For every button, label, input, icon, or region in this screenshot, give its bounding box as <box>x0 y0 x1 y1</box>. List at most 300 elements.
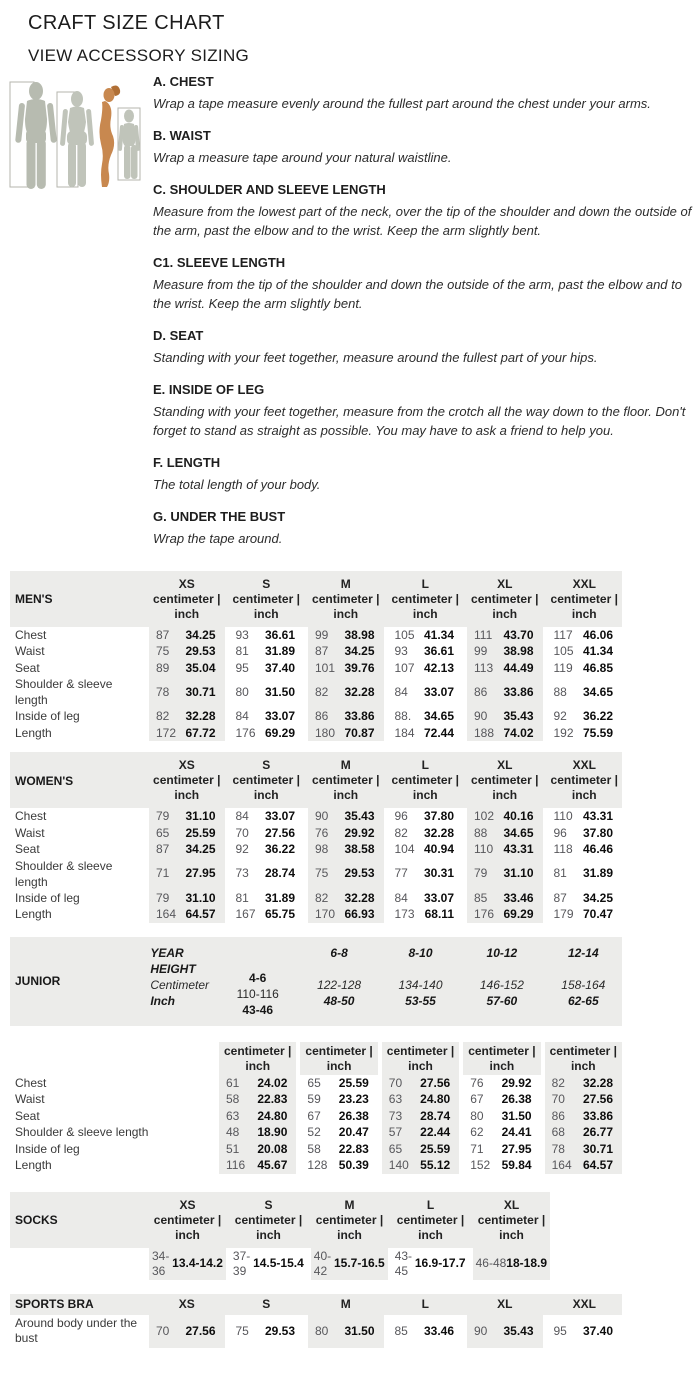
cm-value: 37-39 <box>232 1248 251 1278</box>
mens-table-body <box>10 627 622 742</box>
table-row <box>10 890 622 907</box>
unit-header-cell <box>545 1042 622 1075</box>
size-label: M <box>340 1296 351 1311</box>
inch-value: 29.92 <box>344 825 375 840</box>
height-inch-value: 48-50 <box>323 993 355 1008</box>
size-label: M <box>340 576 351 591</box>
size-label: L <box>421 576 429 591</box>
view-accessory-sizing-link[interactable]: VIEW ACCESSORY SIZING <box>28 46 250 65</box>
table-row <box>10 1248 550 1280</box>
size-column-header <box>388 758 464 803</box>
measurement-cell <box>149 808 225 825</box>
inch-value: 31.89 <box>264 890 295 905</box>
row-label: Shoulder & sleeve length <box>15 677 113 708</box>
junior-header-label-cell <box>10 945 215 1018</box>
size-label: XS <box>178 1296 195 1311</box>
size-label: S <box>264 1197 273 1212</box>
inch-label: inch <box>571 606 597 621</box>
inch-label: inch <box>174 606 200 621</box>
inch-value: 45.67 <box>257 1158 288 1173</box>
measurement-cell <box>388 825 464 842</box>
inch-value: 65.75 <box>264 907 295 922</box>
cm-value: 58 <box>307 1141 321 1156</box>
cm-value: 82 <box>315 890 329 905</box>
cm-value: 57 <box>388 1125 403 1140</box>
inch-label: inch <box>245 1058 271 1073</box>
size-label: XL <box>497 576 513 591</box>
row-label: Seat <box>15 660 40 675</box>
cm-value: 63 <box>388 1092 403 1107</box>
measurement-cell <box>547 660 623 677</box>
centimeter-label: centimeter | <box>232 591 300 606</box>
measurement-description: The total length of your body. <box>153 476 321 492</box>
inch-value: 46.06 <box>582 627 613 642</box>
cm-value: 105 <box>394 627 415 642</box>
measurement-cell <box>388 808 464 825</box>
inch-value: 34.25 <box>185 627 216 642</box>
measurement-cell <box>467 825 543 842</box>
measurement-cell <box>545 1091 622 1108</box>
measurement-cell <box>547 676 623 708</box>
centimeter-label: centimeter | <box>471 773 539 788</box>
years-label: 8-10 <box>408 945 433 960</box>
sports-bra-table-body <box>10 1315 622 1348</box>
measurement-heading: C1. SLEEVE LENGTH <box>153 254 286 270</box>
inch-value: 22.44 <box>420 1125 451 1140</box>
cm-value: 180 <box>315 725 336 740</box>
size-column-header <box>311 1198 388 1243</box>
measurement-cell <box>473 1248 550 1280</box>
cm-value: 88. <box>394 709 412 724</box>
height-cm-value: 146-152 <box>479 977 524 992</box>
cm-value: 101 <box>315 660 336 675</box>
inch-value: 39.76 <box>344 660 375 675</box>
inch-value: 31.89 <box>264 644 295 659</box>
cm-value: 81 <box>553 866 567 881</box>
measurement-item <box>153 382 692 441</box>
unit-header-cell <box>382 1042 459 1075</box>
inch-value: 29.92 <box>501 1075 532 1090</box>
cm-value: 170 <box>315 907 336 922</box>
inch-label: inch <box>571 788 597 803</box>
cm-value: 43-45 <box>394 1248 413 1278</box>
measurement-cell <box>219 1124 296 1141</box>
womens-table-header <box>10 752 622 808</box>
body-figures-image <box>3 74 153 259</box>
size-label: M <box>340 758 351 773</box>
cm-value: 63 <box>226 1108 240 1123</box>
womens-table-title: WOMEN'S <box>15 773 74 788</box>
table-row <box>10 708 622 725</box>
inch-value: 43.31 <box>503 842 534 857</box>
axis-height-label: HEIGHT <box>150 961 196 976</box>
measurement-cell <box>149 1315 225 1348</box>
inch-value: 31.10 <box>185 809 216 824</box>
inch-value: 37.80 <box>423 809 454 824</box>
measurement-cell <box>467 890 543 907</box>
measurement-cell <box>382 1124 459 1141</box>
cm-value: 87 <box>156 842 170 857</box>
cm-value: 90 <box>474 709 488 724</box>
inch-label: inch <box>412 788 438 803</box>
measurement-cell <box>308 643 384 660</box>
inch-value: 31.10 <box>185 890 216 905</box>
inch-value: 43.70 <box>503 627 534 642</box>
inch-value: 44.49 <box>503 660 534 675</box>
inch-value: 33.46 <box>503 890 534 905</box>
cm-value: 76 <box>315 825 329 840</box>
inch-value: 27.95 <box>501 1141 532 1156</box>
year-column-header <box>382 945 459 1018</box>
size-column-header <box>388 577 464 622</box>
measurement-cell <box>229 1315 305 1348</box>
table-row <box>10 1124 622 1141</box>
centimeter-label: centimeter | <box>391 773 459 788</box>
table-row <box>10 906 622 923</box>
socks-size-table <box>10 1192 550 1280</box>
measurement-cell <box>467 906 543 923</box>
table-row <box>10 1091 622 1108</box>
inch-value: 31.50 <box>344 1323 375 1338</box>
cm-value: 164 <box>551 1158 572 1173</box>
inch-value: 23.23 <box>338 1092 369 1107</box>
inch-value: 69.29 <box>264 725 295 740</box>
measurement-cell <box>467 627 543 644</box>
inch-label: inch <box>253 788 279 803</box>
inch-label: inch <box>408 1058 433 1073</box>
inch-value: 27.56 <box>264 825 295 840</box>
inch-value: 24.80 <box>420 1092 451 1107</box>
table-row <box>10 1141 622 1158</box>
inch-label: inch <box>492 788 518 803</box>
measurement-cell <box>300 1157 377 1174</box>
centimeter-label: centimeter | <box>550 773 618 788</box>
table-row <box>10 1157 622 1174</box>
measurement-heading: B. WAIST <box>153 127 211 143</box>
cm-value: 110 <box>553 809 573 824</box>
measurement-cell <box>382 1091 459 1108</box>
cm-value: 70 <box>235 825 249 840</box>
height-inch-value: 62-65 <box>567 993 599 1008</box>
inch-value: 31.89 <box>582 866 613 881</box>
measurement-cell <box>229 906 305 923</box>
cm-value: 119 <box>553 660 573 675</box>
measurement-cell <box>149 890 225 907</box>
inch-label: inch <box>489 1058 515 1073</box>
measurement-cell <box>392 1248 469 1280</box>
measurement-cell <box>382 1075 459 1092</box>
inch-value: 31.10 <box>503 866 534 881</box>
cm-value: 188 <box>474 725 495 740</box>
row-label: Shoulder & sleeve length <box>15 858 113 889</box>
centimeter-label: centimeter | <box>386 1043 455 1058</box>
measurement-cell <box>308 1315 384 1348</box>
cm-value: 140 <box>388 1158 409 1173</box>
measurement-cell <box>388 890 464 907</box>
socks-table-header <box>10 1192 550 1248</box>
inch-value: 33.86 <box>582 1108 613 1123</box>
sports-bra-table-header <box>10 1294 622 1315</box>
inch-value: 59.84 <box>501 1158 532 1173</box>
inch-value: 38.98 <box>344 627 375 642</box>
measurement-cell <box>388 841 464 858</box>
row-label: Around body under the bust <box>15 1316 138 1346</box>
body-figures-illustration <box>3 78 149 254</box>
inch-value: 33.07 <box>423 684 454 699</box>
cm-value: 86 <box>474 684 488 699</box>
inch-value: 28.74 <box>420 1108 451 1123</box>
size-column-header <box>229 758 305 803</box>
measurement-cell <box>229 660 305 677</box>
cm-value: 80 <box>315 1323 329 1338</box>
table-row <box>10 643 622 660</box>
size-label: XL <box>497 1296 513 1311</box>
centimeter-label: centimeter | <box>549 1043 617 1058</box>
table-row <box>10 841 622 858</box>
years-label: 12-14 <box>567 945 599 960</box>
measurement-cell <box>308 808 384 825</box>
cm-value: 78 <box>551 1141 565 1156</box>
cm-value: 68 <box>551 1125 565 1140</box>
height-cm-value: 110-116 <box>236 986 279 1001</box>
cm-value: 92 <box>553 709 567 724</box>
cm-value: 93 <box>235 627 249 642</box>
inch-value: 27.95 <box>185 866 216 881</box>
row-label: Length <box>15 725 52 740</box>
measurement-cell <box>229 841 305 858</box>
centimeter-label: centimeter | <box>234 1212 303 1227</box>
inch-value: 25.59 <box>185 825 216 840</box>
cm-value: 65 <box>307 1075 321 1090</box>
measurement-heading: C. SHOULDER AND SLEEVE LENGTH <box>153 181 386 197</box>
row-label: Seat <box>15 1108 40 1123</box>
inch-value: 40.94 <box>423 842 454 857</box>
measurement-cell <box>308 627 384 644</box>
cm-value: 46-48 <box>475 1256 507 1271</box>
cm-value: 48 <box>226 1125 240 1140</box>
measurement-item <box>153 328 692 368</box>
measurement-cell <box>545 1108 622 1125</box>
inch-label: inch <box>499 1227 524 1242</box>
inch-value: 25.59 <box>338 1075 369 1090</box>
table-row <box>10 676 622 708</box>
inch-value: 35.43 <box>503 1323 534 1338</box>
inch-value: 33.86 <box>503 684 534 699</box>
cm-value: 71 <box>156 866 170 881</box>
size-column-header <box>547 1297 623 1312</box>
table-row <box>10 1075 622 1092</box>
measurement-cell <box>463 1108 540 1125</box>
measurement-heading: F. LENGTH <box>153 454 221 470</box>
year-column-header <box>545 945 622 1018</box>
cm-value: 116 <box>226 1158 246 1173</box>
inch-value: 32.28 <box>582 1075 613 1090</box>
inch-label: inch <box>333 606 359 621</box>
cm-value: 75 <box>315 866 329 881</box>
measurement-guide <box>0 74 700 549</box>
centimeter-label: centimeter | <box>550 591 618 606</box>
size-column-header <box>547 758 623 803</box>
cm-value: 95 <box>235 660 249 675</box>
measurement-cell <box>149 643 225 660</box>
inch-value: 37.80 <box>582 825 613 840</box>
measurement-cell <box>547 808 623 825</box>
inch-value: 24.80 <box>257 1108 288 1123</box>
measurement-cell <box>467 725 543 742</box>
years-label: 10-12 <box>486 945 518 960</box>
measurement-cell <box>388 643 464 660</box>
measurement-item <box>153 255 692 314</box>
inch-value: 36.22 <box>582 709 613 724</box>
cm-value: 73 <box>388 1108 403 1123</box>
inch-value: 32.28 <box>344 890 375 905</box>
cm-value: 79 <box>156 890 170 905</box>
cm-value: 176 <box>474 907 495 922</box>
cm-value: 67 <box>307 1108 321 1123</box>
measurement-cell <box>547 725 623 742</box>
measurement-cell <box>300 1141 377 1158</box>
cm-value: 82 <box>394 825 408 840</box>
measurement-cell <box>229 643 305 660</box>
height-inch-value: 53-55 <box>405 993 436 1008</box>
size-column-header <box>388 1297 464 1312</box>
measurement-cell <box>149 660 225 677</box>
measurement-cell <box>547 627 623 644</box>
inch-value: 29.53 <box>264 1323 295 1338</box>
inch-value: 30.31 <box>423 866 454 881</box>
height-cm-value: 134-140 <box>398 977 443 992</box>
measurement-cell <box>467 858 543 890</box>
inch-value: 34.25 <box>582 890 613 905</box>
row-label: Chest <box>15 809 47 824</box>
inch-value: 33.07 <box>264 809 295 824</box>
measurement-cell <box>229 825 305 842</box>
measurement-cell <box>229 808 305 825</box>
measurement-cell <box>547 890 623 907</box>
inch-value: 64.57 <box>582 1158 613 1173</box>
measurement-cell <box>149 906 225 923</box>
inch-value: 22.83 <box>338 1141 369 1156</box>
junior-units-spacer <box>10 1042 215 1075</box>
cm-value: 96 <box>394 809 408 824</box>
measurement-cell <box>463 1124 540 1141</box>
measurement-cell <box>463 1141 540 1158</box>
inch-value: 33.07 <box>264 709 295 724</box>
measurement-heading: G. UNDER THE BUST <box>153 508 286 524</box>
measurement-description: Wrap a measure tape around your natural waistline. <box>153 149 452 165</box>
measurement-cell <box>463 1157 540 1174</box>
inch-value: 32.28 <box>344 684 375 699</box>
table-row <box>10 825 622 842</box>
junior-units-row <box>10 1042 622 1075</box>
inch-label: inch <box>570 1058 596 1073</box>
size-label: XS <box>178 758 195 773</box>
centimeter-label: centimeter | <box>232 773 300 788</box>
measurement-cell <box>545 1075 622 1092</box>
measurement-cell <box>149 858 225 890</box>
row-label: Chest <box>15 627 47 642</box>
inch-value: 24.02 <box>257 1075 288 1090</box>
cm-value: 52 <box>307 1125 321 1140</box>
height-cm-value: 122-128 <box>317 977 362 992</box>
inch-value: 30.71 <box>185 684 216 699</box>
cm-value: 82 <box>551 1075 565 1090</box>
cm-value: 98 <box>315 842 329 857</box>
size-column-header <box>230 1198 307 1243</box>
cm-value: 173 <box>394 907 415 922</box>
cm-value: 89 <box>156 660 170 675</box>
row-label: Waist <box>15 644 45 659</box>
measurement-cell <box>545 1124 622 1141</box>
axis-year-label: YEAR <box>150 945 184 960</box>
size-label: L <box>426 1197 435 1212</box>
inch-value: 33.86 <box>344 709 375 724</box>
inch-value: 68.11 <box>424 907 454 922</box>
measurement-cell <box>388 676 464 708</box>
cm-value: 87 <box>315 644 329 659</box>
inch-value: 34.65 <box>423 709 454 724</box>
measurement-heading: E. INSIDE OF LEG <box>153 381 265 397</box>
measurement-heading: D. SEAT <box>153 327 204 343</box>
cm-value: 65 <box>388 1141 403 1156</box>
inch-value: 50.39 <box>338 1158 369 1173</box>
size-column-header <box>392 1198 469 1243</box>
size-label: L <box>421 1296 429 1311</box>
inch-value: 29.53 <box>344 866 375 881</box>
junior-table-body <box>10 1075 622 1174</box>
measurement-cell <box>149 825 225 842</box>
cm-value: 84 <box>235 709 249 724</box>
inch-label: inch <box>337 1227 362 1242</box>
measurement-cell <box>547 906 623 923</box>
inch-label: inch <box>412 606 438 621</box>
cm-value: 118 <box>553 842 573 857</box>
inch-value: 32.28 <box>423 825 454 840</box>
measurement-cell <box>388 725 464 742</box>
inch-value: 35.43 <box>344 809 375 824</box>
inch-value: 24.41 <box>501 1125 532 1140</box>
measurement-cell <box>219 1091 296 1108</box>
size-label: XXL <box>572 758 596 773</box>
inch-value: 40.16 <box>503 809 534 824</box>
womens-table-body <box>10 808 622 923</box>
inch-value: 66.93 <box>344 907 375 922</box>
cm-value: 70 <box>156 1323 170 1338</box>
cm-value: 79 <box>474 866 488 881</box>
cm-value: 84 <box>394 684 408 699</box>
cm-value: 40-42 <box>313 1248 332 1278</box>
measurement-cell <box>467 676 543 708</box>
cm-value: 117 <box>553 627 573 642</box>
size-column-header <box>473 1198 550 1243</box>
inch-value: 20.08 <box>257 1141 288 1156</box>
cm-value: 70 <box>551 1092 565 1107</box>
measurement-cell <box>388 858 464 890</box>
cm-value: 80 <box>470 1108 484 1123</box>
inch-value: 37.40 <box>264 660 295 675</box>
measurement-cell <box>308 725 384 742</box>
size-label: XS <box>178 576 195 591</box>
cm-value: 85 <box>474 890 488 905</box>
child-figure-icon <box>118 110 140 180</box>
inch-value: 46.85 <box>582 660 613 675</box>
measurement-heading: A. CHEST <box>153 74 214 89</box>
mens-table-title: MEN'S <box>15 592 53 607</box>
centimeter-label: centimeter | <box>391 591 459 606</box>
socks-table-body <box>10 1248 550 1280</box>
inch-value: 37.40 <box>582 1323 613 1338</box>
measurement-description: Wrap a tape measure evenly around the fullest part around the chest under your arms. <box>153 96 651 111</box>
